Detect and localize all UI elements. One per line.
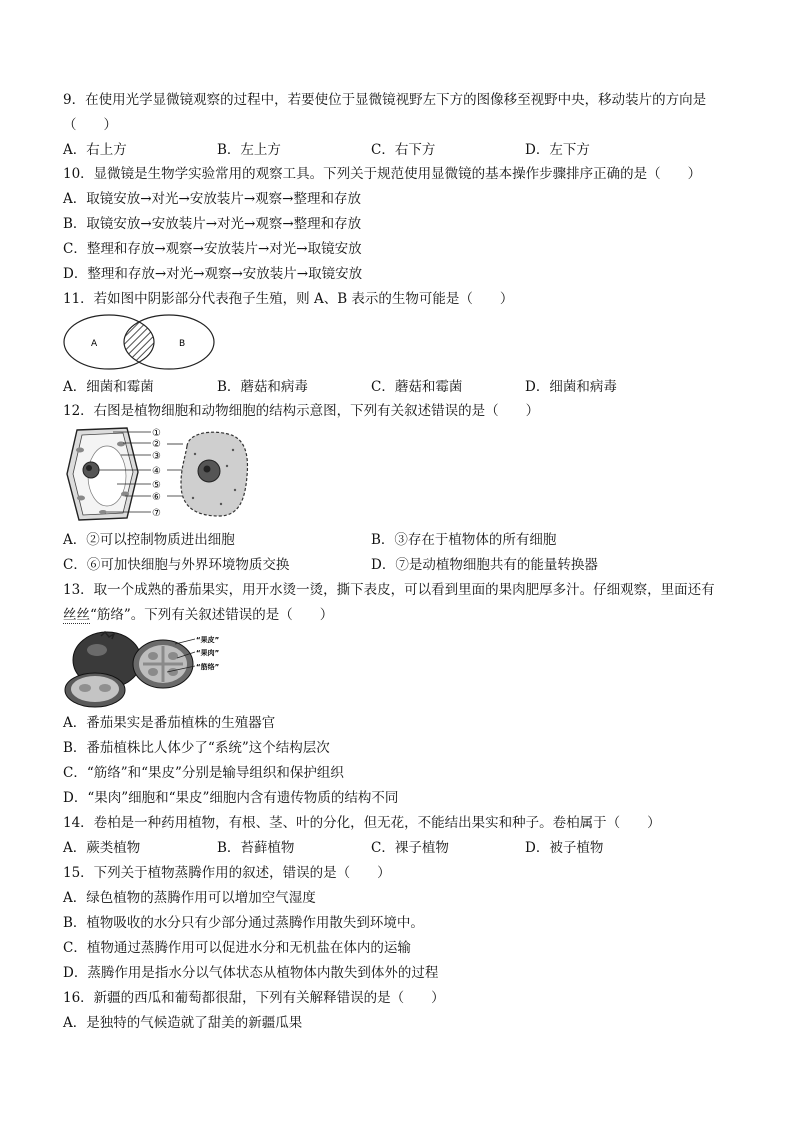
- cell-label-1: ①: [152, 428, 161, 439]
- q15-option-d: D．蒸腾作用是指水分以气体状态从植物体内散失到体外的过程: [63, 965, 439, 981]
- q14-option-b: B．苔藓植物: [217, 840, 295, 856]
- cell-label-5: ⑤: [152, 480, 161, 491]
- q14-option-d: D．被子植物: [525, 840, 604, 856]
- q9-option-b: B．左上方: [217, 142, 281, 158]
- q9-option-c: C．右下方: [371, 142, 436, 158]
- q12-option-c: C．⑥可加快细胞与外界环境物质交换: [63, 557, 290, 573]
- q14-stem: 14．卷柏是一种药用植物，有根、茎、叶的分化，但无花，不能结出果实和种子。卷柏属于（ ）: [63, 815, 661, 831]
- q15-option-c: C．植物通过蒸腾作用可以促进水分和无机盐在体内的运输: [63, 940, 411, 956]
- q9-option-a: A．右上方: [63, 142, 127, 158]
- q12-stem: 12．右图是植物细胞和动物细胞的结构示意图，下列有关叙述错误的是（ ）: [63, 403, 540, 419]
- cell-label-6: ⑥: [152, 492, 161, 503]
- q11-option-a: A．细菌和霉菌: [63, 379, 154, 395]
- q13-option-b: B．番茄植株比人体少了“系统”这个结构层次: [63, 740, 330, 756]
- q11-venn-diagram: [63, 313, 215, 373]
- q13-stem-rest: “筋络”。下列有关叙述错误的是（ ）: [90, 607, 334, 623]
- q14-option-a: A．蕨类植物: [63, 840, 141, 856]
- q9-stem: 9．在使用光学显微镜观察的过程中，若要使位于显微镜视野左下方的图像移至视野中央，移动装片的方向是: [63, 92, 707, 108]
- q10-stem: 10．显微镜是生物学实验常用的观察工具。下列关于规范使用显微镜的基本操作步骤排序正确的是（ ）: [63, 166, 702, 182]
- q16-stem: 16．新疆的西瓜和葡萄都很甜，下列有关解释错误的是（ ）: [63, 990, 445, 1006]
- venn-label-a: A: [91, 339, 98, 349]
- q15-stem: 15．下列关于植物蒸腾作用的叙述，错误的是（ ）: [63, 865, 391, 881]
- q12-cell-diagram: [63, 424, 253, 524]
- q10-option-c: C．整理和存放→观察→安放装片→对光→取镜安放: [63, 241, 362, 257]
- plant-cell: [67, 428, 138, 520]
- q9-answer-paren: （ ）: [63, 117, 117, 133]
- q13-tomato-photo: [63, 630, 233, 708]
- q9-option-d: D．左下方: [525, 142, 590, 158]
- q11-option-b: B．蘑菇和病毒: [217, 379, 308, 395]
- q10-option-b: B．取镜安放→安放装片→对光→观察→整理和存放: [63, 216, 362, 232]
- animal-cell: [181, 432, 247, 516]
- q12-option-b: B．③存在于植物体的所有细胞: [371, 532, 557, 548]
- q12-option-d: D．⑦是动植物细胞共有的能量转换器: [371, 557, 598, 573]
- cell-label-4: ④: [152, 466, 161, 477]
- q16-option-a: A．是独特的气候造就了甜美的新疆瓜果: [63, 1015, 303, 1031]
- q13-option-c: C．“筋络”和“果皮”分别是输导组织和保护组织: [63, 765, 344, 781]
- q13-option-d: D．“果肉”细胞和“果皮”细胞内含有遗传物质的结构不同: [63, 790, 399, 806]
- q14-option-c: C．裸子植物: [371, 840, 449, 856]
- q13-stem-line2: [63, 606, 333, 624]
- q11-option-c: C．蘑菇和霉菌: [371, 379, 463, 395]
- q15-option-a: A．绿色植物的蒸腾作用可以增加空气湿度: [63, 890, 316, 906]
- q15-option-b: B．植物吸收的水分只有少部分通过蒸腾作用散失到环境中。: [63, 915, 424, 931]
- tomato-label-veins: “筋络”: [196, 663, 220, 671]
- tomato-label-peel: “果皮”: [196, 636, 220, 644]
- tomato-label-flesh: “果肉”: [196, 649, 220, 657]
- q13-stem-line1: 13．取一个成熟的番茄果实，用开水烫一烫，撕下表皮，可以看到里面的果肉肥厚多汁。仔细观察，里面还有: [63, 582, 715, 598]
- cell-label-3: ③: [152, 451, 161, 462]
- q12-option-a: A．②可以控制物质进出细胞: [63, 532, 235, 548]
- q13-dotted-word: 丝丝: [63, 607, 90, 623]
- q10-option-a: A．取镜安放→对光→安放装片→观察→整理和存放: [63, 191, 361, 207]
- q10-option-d: D．整理和存放→对光→观察→安放装片→取镜安放: [63, 266, 363, 282]
- cell-label-7: ⑦: [152, 508, 161, 519]
- q11-stem: 11．若如图中阴影部分代表孢子生殖，则 A、B 表示的生物可能是（ ）: [63, 291, 514, 307]
- venn-label-b: B: [179, 339, 186, 349]
- q11-option-d: D．细菌和病毒: [525, 379, 617, 395]
- cell-label-2: ②: [152, 439, 161, 450]
- q13-option-a: A．番茄果实是番茄植株的生殖器官: [63, 715, 276, 731]
